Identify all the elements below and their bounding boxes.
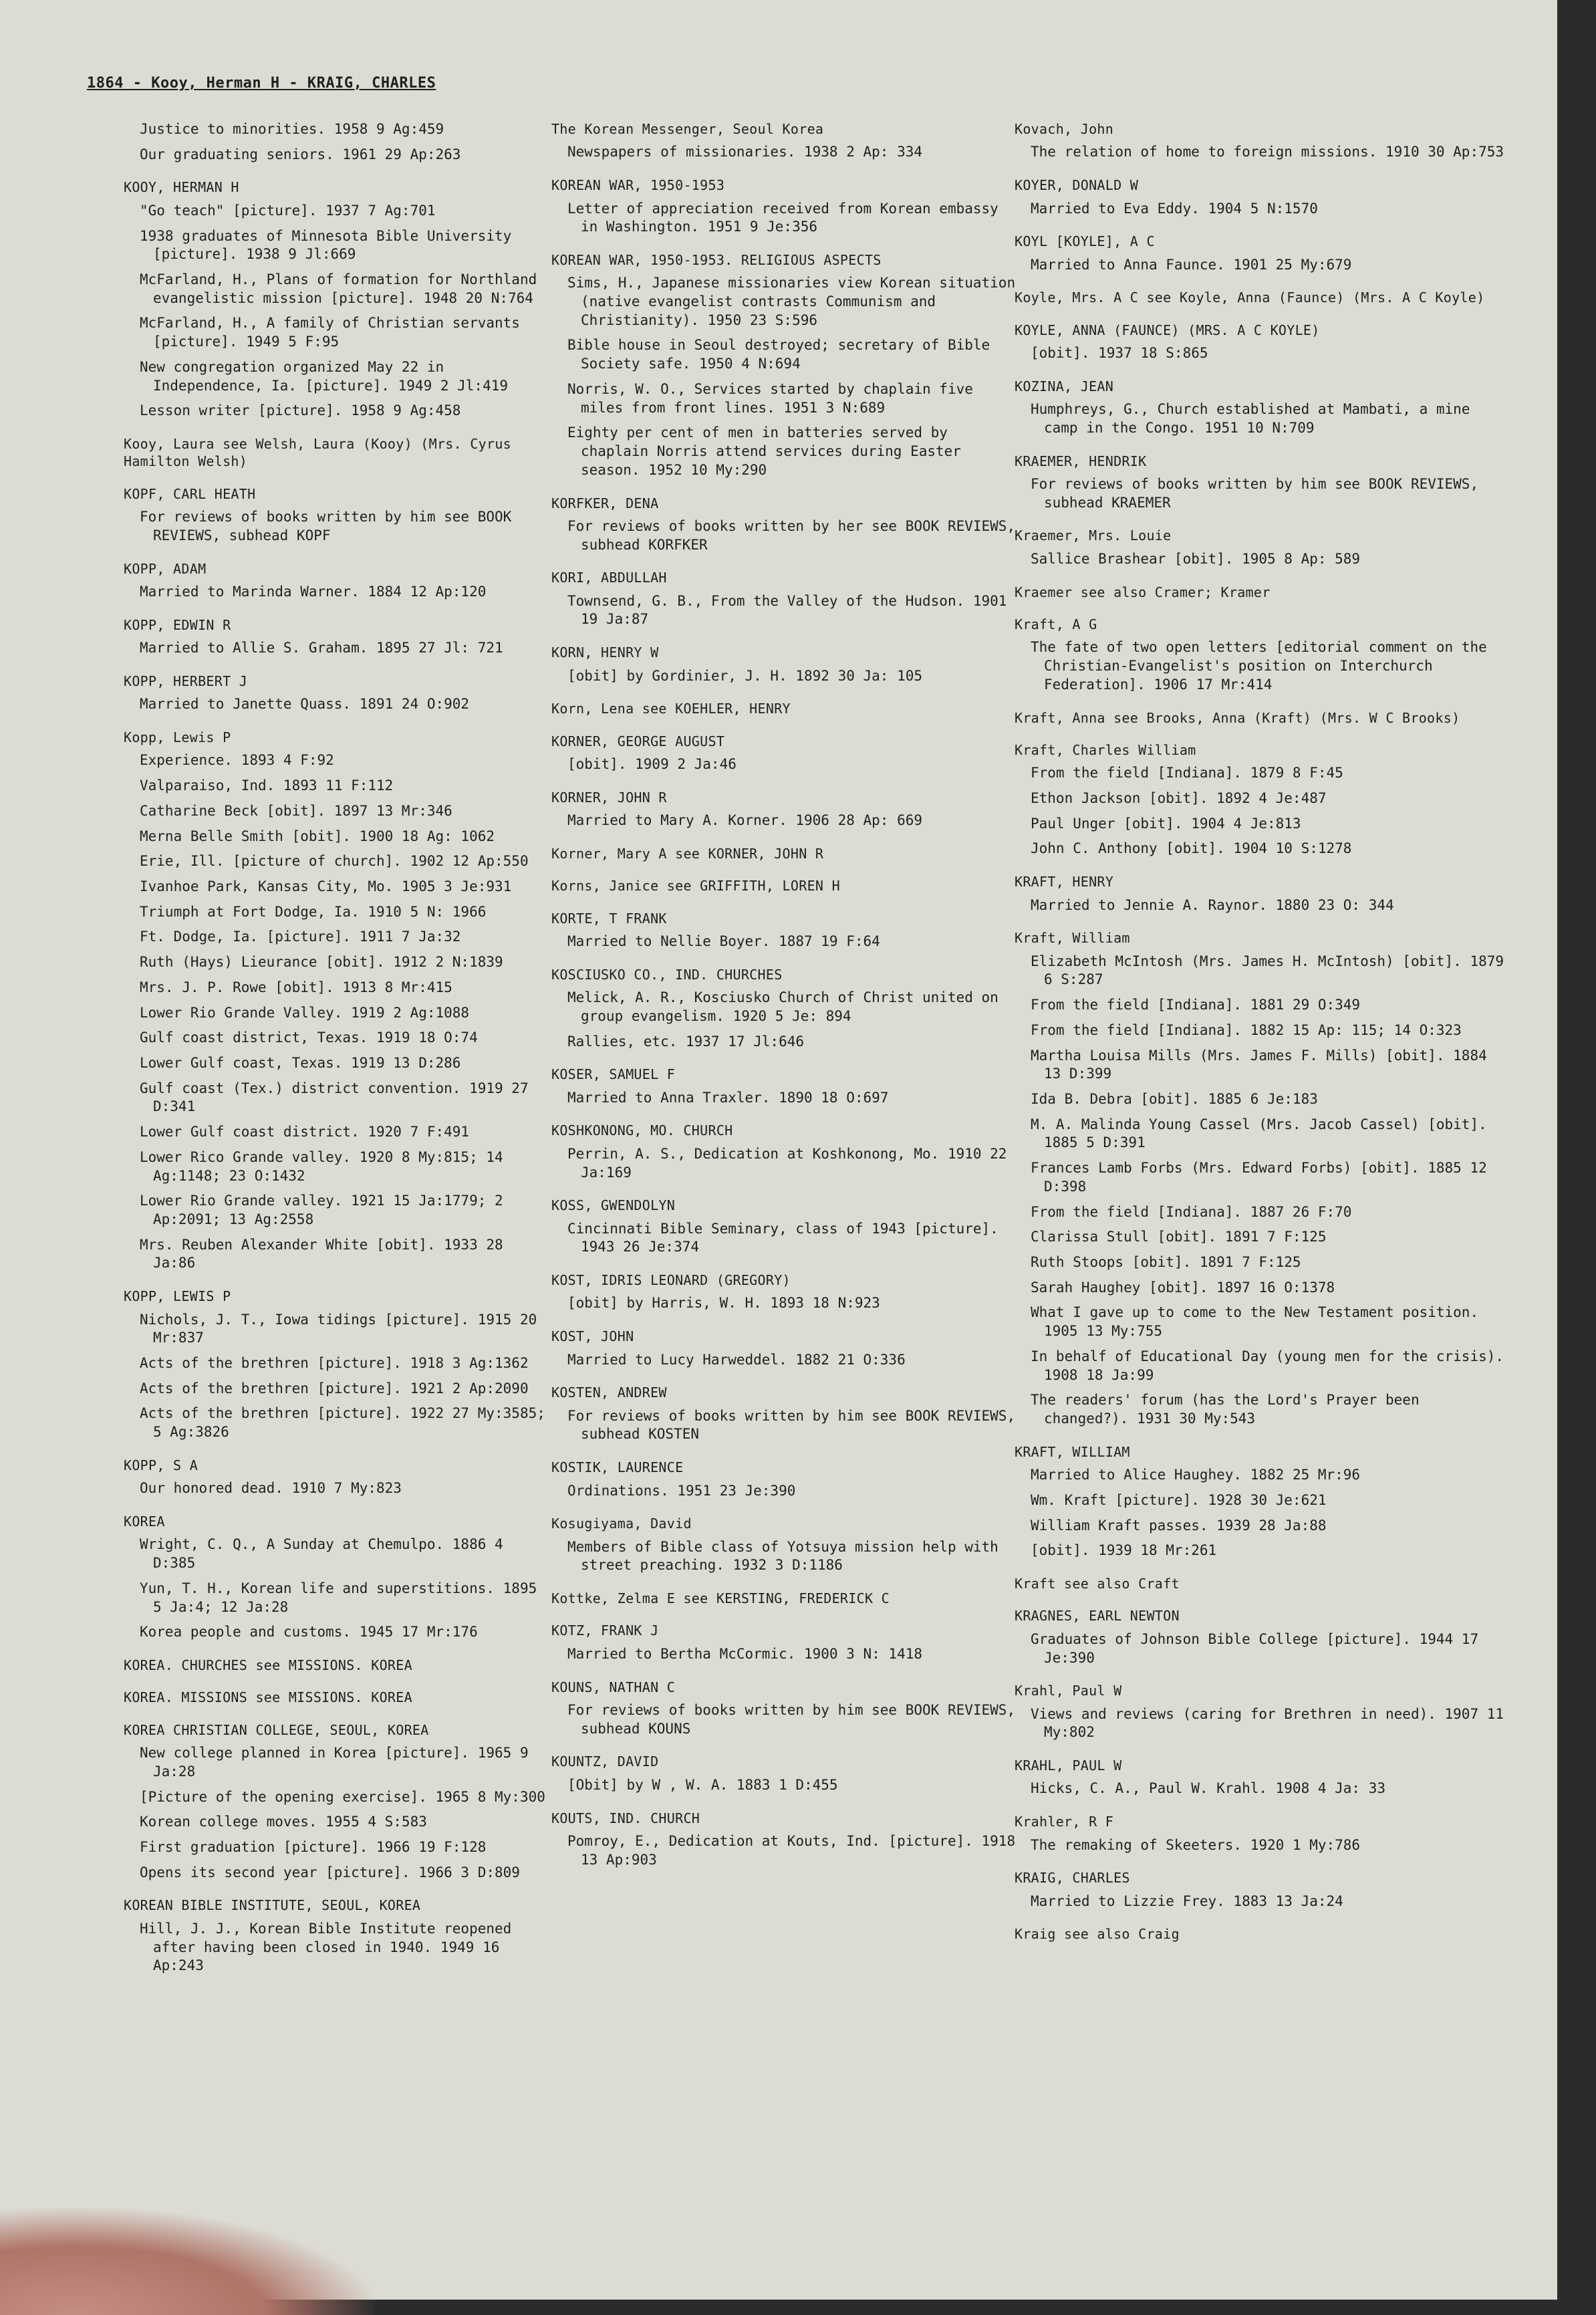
entry-heading: KOYLE, ANNA (FAUNCE) (MRS. A C KOYLE) (1015, 322, 1320, 338)
index-entry (551, 877, 1019, 894)
index-entry (1015, 584, 1509, 601)
index-entry (1015, 453, 1509, 513)
entry-citation: New college planned in Korea [picture]. 1965 9 Ja:28 (140, 1745, 529, 1780)
holding-fingers (0, 2208, 374, 2315)
entry-citation: The remaking of Skeeters. 1920 1 My:786 (1031, 1836, 1361, 1853)
index-entry (124, 673, 551, 714)
entry-citation: Married to Lizzie Frey. 1883 13 Ja:24 (1031, 1893, 1343, 1909)
index-entry (1015, 322, 1509, 363)
entry-citation: Lower Gulf coast, Texas. 1919 13 D:286 (140, 1054, 461, 1071)
index-entry (1015, 1757, 1509, 1798)
entry-citation: [Picture of the opening exercise]. 1965 8 My:300 (140, 1788, 545, 1805)
entry-citation: For reviews of books written by him see BOOK REVIEWS, subhead KRAEMER (1031, 476, 1479, 511)
entry-heading: KOTZ, FRANK J (551, 1622, 659, 1639)
index-entry (124, 729, 551, 1273)
entry-citation: Letter of appreciation received from Korean embassy in Washington. 1951 9 Je:356 (567, 200, 999, 235)
index-entry (551, 1515, 1019, 1575)
entry-citation: Married to Anna Faunce. 1901 25 My:679 (1031, 256, 1352, 273)
index-entry (551, 569, 1019, 629)
index-entry (551, 1197, 1019, 1257)
entry-heading: KOREA CHRISTIAN COLLEGE, SEOUL, KOREA (124, 1721, 429, 1738)
index-entry (1015, 378, 1509, 438)
index-entry (551, 1066, 1019, 1107)
entry-citation: Acts of the brethren [picture]. 1921 2 Ap:2090 (140, 1380, 529, 1396)
entry-citation: Married to Jennie A. Raynor. 1880 23 O: 344 (1031, 896, 1394, 913)
entry-citation: Married to Nellie Boyer. 1887 19 F:64 (567, 933, 880, 950)
entry-citation: Married to Janette Quass. 1891 24 O:902 (140, 696, 470, 713)
index-entry (1015, 929, 1509, 1428)
index-entry (551, 1459, 1019, 1500)
entry-citation: [obit]. 1939 18 Mr:261 (1031, 1542, 1217, 1559)
index-entry (551, 789, 1019, 830)
index-entry (124, 1721, 551, 1882)
entry-citation: Hicks, C. A., Paul W. Krahl. 1908 4 Ja: 33 (1031, 1780, 1386, 1797)
index-entry (124, 1513, 551, 1642)
entry-heading: Koyle, Mrs. A C see Koyle, Anna (Faunce) (Mrs. A C Koyle) (1015, 289, 1485, 306)
entry-citation: Views and reviews (caring for Brethren in need). 1907 11 My:802 (1031, 1705, 1504, 1741)
entry-citation: What I gave up to come to the New Testament position. 1905 13 My:755 (1031, 1304, 1479, 1340)
entry-heading: KOREA (124, 1513, 165, 1530)
entry-citation: Wright, C. Q., A Sunday at Chemulpo. 1886 4 D:385 (140, 1536, 503, 1572)
index-entry (1015, 233, 1509, 274)
entry-heading: KRAFT, WILLIAM (1015, 1443, 1130, 1460)
entry-citation: Lesson writer [picture]. 1958 9 Ag:458 (140, 402, 461, 419)
entry-citation: John C. Anthony [obit]. 1904 10 S:1278 (1031, 840, 1352, 857)
entry-heading: KOREAN WAR, 1950-1953. RELIGIOUS ASPECTS (551, 251, 882, 268)
entry-heading: KRAFT, HENRY (1015, 874, 1114, 890)
index-entry (1015, 709, 1509, 727)
index-entry (124, 1689, 551, 1706)
entry-citation: The readers' forum (has the Lord's Prayer been changed?). 1931 30 My:543 (1031, 1392, 1420, 1427)
entry-citation: Catharine Beck [obit]. 1897 13 Mr:346 (140, 802, 452, 819)
entry-citation: Erie, Ill. [picture of church]. 1902 12 Ap:550 (140, 853, 529, 870)
index-entry (124, 560, 551, 602)
index-entry (1015, 1682, 1509, 1742)
entry-heading: Korns, Janice see GRIFFITH, LOREN H (551, 878, 840, 894)
entry-citation: Ethon Jackson [obit]. 1892 4 Je:487 (1031, 790, 1327, 807)
entry-heading: Kraig see also Craig (1015, 1926, 1180, 1943)
entry-citation: Married to Allie S. Graham. 1895 27 Jl: 721 (140, 640, 503, 656)
entry-heading: The Korean Messenger, Seoul Korea (551, 121, 824, 137)
entry-citation: Ivanhoe Park, Kansas City, Mo. 1905 3 Je:931 (140, 878, 512, 894)
entry-citation: Gulf coast district, Texas. 1919 18 O:74 (140, 1029, 478, 1046)
entry-citation: Eighty per cent of men in batteries served by chaplain Norris attend services during Easter season. 1952 10 My:290 (567, 424, 961, 478)
entry-heading: KOPP, ADAM (124, 560, 207, 577)
index-entry (124, 485, 551, 545)
index-entry (551, 1679, 1019, 1739)
entry-heading: KOOY, HERMAN H (124, 179, 239, 196)
entry-citation: Hill, J. J., Korean Bible Institute reopened after having been closed in 1940. 1949 16 Ap:243 (140, 1920, 512, 1974)
index-entry (551, 1622, 1019, 1663)
entry-citation: From the field [Indiana]. 1879 8 F:45 (1031, 765, 1343, 781)
entry-citation: Korean college moves. 1955 4 S:583 (140, 1814, 427, 1830)
entry-citation: Mrs. J. P. Rowe [obit]. 1913 8 Mr:415 (140, 979, 452, 995)
entry-citation: Married to Bertha McCormic. 1900 3 N: 1418 (567, 1645, 923, 1662)
entry-citation: Paul Unger [obit]. 1904 4 Je:813 (1031, 815, 1301, 832)
entry-citation: Humphreys, G., Church established at Mambati, a mine camp in the Congo. 1951 10 N:709 (1031, 401, 1470, 436)
entry-heading: KOPP, LEWIS P (124, 1288, 231, 1305)
entry-citation: Married to Mary A. Korner. 1906 28 Ap: 669 (567, 812, 923, 829)
entry-citation: Our graduating seniors. 1961 29 Ap:263 (140, 146, 461, 162)
entry-heading: KOREA. MISSIONS see MISSIONS. KOREA (124, 1689, 412, 1706)
entry-citation: For reviews of books written by him see BOOK REVIEWS, subhead KOUNS (567, 1701, 1016, 1737)
column-2 (551, 120, 1019, 1884)
index-entry (551, 1328, 1019, 1369)
entry-citation: Married to Eva Eddy. 1904 5 N:1570 (1031, 200, 1318, 217)
entry-heading: KOPP, HERBERT J (124, 673, 248, 689)
index-entry (1015, 1869, 1509, 1911)
entry-heading: Kraft, A G (1015, 616, 1097, 632)
entry-citation: Perrin, A. S., Dedication at Koshkonong, Mo. 1910 22 Ja:169 (567, 1145, 1007, 1181)
entry-heading: KOPF, CARL HEATH (124, 485, 256, 502)
entry-heading: KOUNS, NATHAN C (551, 1679, 676, 1695)
index-entry (124, 1897, 551, 1975)
entry-citation: Experience. 1893 4 F:92 (140, 752, 334, 769)
index-entry (1015, 176, 1509, 218)
index-entry (124, 178, 551, 420)
entry-citation: Norris, W. O., Services started by chaplain five miles from front lines. 1951 3 N:689 (567, 380, 973, 416)
entry-citation: In behalf of Educational Day (young men for the crisis). 1908 18 Ja:99 (1031, 1348, 1504, 1383)
index-entry (551, 644, 1019, 685)
entry-citation: Sims, H., Japanese missionaries view Korean situation (native evangelist contrasts Communism and Christianity). 1950 23 S:596 (567, 275, 1016, 328)
entry-heading: KOSCIUSKO CO., IND. CHURCHES (551, 966, 783, 983)
entry-heading: Kottke, Zelma E see KERSTING, FREDERICK C (551, 1590, 890, 1607)
entry-heading: Kraft, Charles William (1015, 741, 1196, 758)
entry-citation: McFarland, H., Plans of formation for Northland evangelistic mission [picture]. 1948 20 N:764 (140, 271, 537, 306)
entry-heading: KRAHL, PAUL W (1015, 1757, 1122, 1774)
entry-citation: Ft. Dodge, Ia. [picture]. 1911 7 Ja:32 (140, 929, 461, 945)
entry-citation: [Obit] by W , W. A. 1883 1 D:455 (567, 1776, 838, 1793)
entry-citation: First graduation [picture]. 1966 19 F:128 (140, 1839, 487, 1855)
entry-citation: Melick, A. R., Kosciusko Church of Christ united on group evangelism. 1920 5 Je: 894 (567, 989, 999, 1024)
index-entry (551, 176, 1019, 237)
entry-citation: Justice to minorities. 1958 9 Ag:459 (140, 121, 444, 137)
entry-citation: The relation of home to foreign missions. 1910 30 Ap:753 (1031, 144, 1504, 160)
index-entry (124, 1657, 551, 1674)
entry-citation: Triumph at Fort Dodge, Ia. 1910 5 N: 1966 (140, 903, 487, 920)
index-entry (551, 1384, 1019, 1444)
index-entry (551, 1590, 1019, 1607)
entry-heading: KORFKER, DENA (551, 495, 659, 511)
entry-citation: Ruth Stoops [obit]. 1891 7 F:125 (1031, 1254, 1301, 1271)
entry-heading: KOST, JOHN (551, 1328, 634, 1345)
entry-heading: KORN, HENRY W (551, 644, 659, 661)
index-entry (551, 251, 1019, 480)
entry-citation: Mrs. Reuben Alexander White [obit]. 1933 28 Ja:86 (140, 1236, 503, 1271)
entry-citation: [obit] by Gordinier, J. H. 1892 30 Ja: 105 (567, 667, 923, 684)
entry-heading: Kraft, William (1015, 930, 1130, 947)
entry-heading: KOSTEN, ANDREW (551, 1384, 667, 1401)
entry-citation: Ruth (Hays) Lieurance [obit]. 1912 2 N:1839 (140, 954, 503, 971)
entry-citation: McFarland, H., A family of Christian servants [picture]. 1949 5 F:95 (140, 315, 520, 350)
index-entry (551, 495, 1019, 555)
entry-citation: William Kraft passes. 1939 28 Ja:88 (1031, 1517, 1327, 1534)
index-entry (124, 435, 551, 471)
entry-citation: Nichols, J. T., Iowa tidings [picture]. 1915 20 Mr:837 (140, 1311, 537, 1346)
entry-heading: KOYER, DONALD W (1015, 177, 1139, 194)
entry-citation: Gulf coast (Tex.) district convention. 1919 27 D:341 (140, 1080, 529, 1115)
entry-heading: KORI, ABDULLAH (551, 570, 667, 586)
entry-citation: New congregation organized May 22 in Independence, Ia. [picture]. 1949 2 Jl:419 (140, 358, 509, 394)
entry-citation: Married to Marinda Warner. 1884 12 Ap:120 (140, 584, 487, 600)
index-entry (551, 1753, 1019, 1794)
entry-citation: Korea people and customs. 1945 17 Mr:176 (140, 1624, 478, 1640)
entry-citation: Sallice Brashear [obit]. 1905 8 Ap: 589 (1031, 550, 1361, 567)
entry-heading: KOPP, EDWIN R (124, 616, 231, 633)
index-entry (551, 733, 1019, 774)
entry-citation: Lower Rio Grande valley. 1921 15 Ja:1779; 2 Ap:2091; 13 Ag:2558 (140, 1193, 503, 1227)
entry-citation: Members of Bible class of Yotsuya mission help with street preaching. 1932 3 D:1186 (567, 1538, 999, 1574)
entry-heading: KOSHKONONG, MO. CHURCH (551, 1122, 733, 1139)
entry-heading: Kraemer see also Cramer; Kramer (1015, 584, 1271, 600)
entry-heading: Kopp, Lewis P (124, 729, 231, 745)
entry-citation: M. A. Malinda Young Cassel (Mrs. Jacob Cassel) [obit]. 1885 5 D:391 (1031, 1116, 1487, 1151)
index-entry (551, 966, 1019, 1052)
index-entry (1015, 120, 1509, 162)
entry-citation: For reviews of books written by him see BOOK REVIEWS, subhead KOSTEN (567, 1407, 1016, 1443)
entry-heading: KOREA. CHURCHES see MISSIONS. KOREA (124, 1657, 412, 1673)
entry-citation: "Go teach" [picture]. 1937 7 Ag:701 (140, 202, 436, 219)
entry-citation: Our honored dead. 1910 7 My:823 (140, 1480, 402, 1497)
entry-heading: KOPP, S A (124, 1457, 198, 1473)
index-entry (1015, 527, 1509, 568)
entry-heading: Kovach, John (1015, 121, 1114, 137)
entry-citation: Acts of the brethren [picture]. 1918 3 Ag:1362 (140, 1354, 529, 1371)
index-entry (124, 616, 551, 658)
entry-citation: Elizabeth McIntosh (Mrs. James H. McIntosh) [obit]. 1879 6 S:287 (1031, 953, 1504, 988)
entry-heading: KOSTIK, LAURENCE (551, 1459, 684, 1476)
entry-citation: Valparaiso, Ind. 1893 11 F:112 (140, 777, 394, 794)
index-entry (551, 120, 1019, 162)
entry-heading: KOUTS, IND. CHURCH (551, 1810, 700, 1826)
index-entry (1015, 1607, 1509, 1667)
index-entry (1015, 1925, 1509, 1943)
entry-heading: KRAIG, CHARLES (1015, 1870, 1130, 1886)
entry-heading: KOREAN WAR, 1950-1953 (551, 177, 725, 194)
index-entry (1015, 741, 1509, 858)
index-entry (124, 1288, 551, 1442)
entry-citation: Sarah Haughey [obit]. 1897 16 O:1378 (1031, 1279, 1335, 1296)
entry-heading: KRAGNES, EARL NEWTON (1015, 1608, 1180, 1624)
entry-citation: [obit]. 1909 2 Ja:46 (567, 756, 737, 773)
entry-citation: Yun, T. H., Korean life and superstitions. 1895 5 Ja:4; 12 Ja:28 (140, 1580, 537, 1615)
entry-citation: Ordinations. 1951 23 Je:390 (567, 1482, 796, 1499)
entry-heading: KOREAN BIBLE INSTITUTE, SEOUL, KOREA (124, 1897, 421, 1914)
index-entry (1015, 289, 1509, 306)
entry-citation: Lower Rico Grande valley. 1920 8 My:815; 14 Ag:1148; 23 O:1432 (140, 1148, 503, 1184)
entry-citation: Rallies, etc. 1937 17 Jl:646 (567, 1033, 805, 1050)
entry-heading: Krahl, Paul W (1015, 1683, 1122, 1699)
entry-heading: Krahler, R F (1015, 1814, 1114, 1830)
index-entry (1015, 1813, 1509, 1854)
entry-heading: KOZINA, JEAN (1015, 378, 1114, 394)
index-entry (551, 845, 1019, 862)
entry-citation: Opens its second year [picture]. 1966 3 D:809 (140, 1864, 520, 1880)
entry-heading: KRAEMER, HENDRIK (1015, 453, 1147, 469)
entry-citation: Clarissa Stull [obit]. 1891 7 F:125 (1031, 1229, 1327, 1245)
entry-citation: Ida B. Debra [obit]. 1885 6 Je:183 (1031, 1091, 1318, 1107)
entry-heading: Kraft, Anna see Brooks, Anna (Kraft) (Mrs. W C Brooks) (1015, 709, 1460, 726)
index-entry (1015, 1575, 1509, 1592)
index-entry (551, 1810, 1019, 1870)
entry-citation: Lower Gulf coast district. 1920 7 F:491 (140, 1124, 470, 1140)
entry-citation: Married to Anna Traxler. 1890 18 O:697 (567, 1089, 889, 1106)
entry-citation: Pomroy, E., Dedication at Kouts, Ind. [picture]. 1918 13 Ap:903 (567, 1832, 1016, 1868)
entry-heading: KOYL [KOYLE], A C (1015, 233, 1155, 250)
entry-citation: [obit] by Harris, W. H. 1893 18 N:923 (567, 1295, 880, 1312)
entry-citation: Merna Belle Smith [obit]. 1900 18 Ag: 1062 (140, 828, 495, 844)
entry-heading: Kosugiyama, David (551, 1515, 692, 1532)
entry-citation: From the field [Indiana]. 1887 26 F:70 (1031, 1203, 1352, 1220)
entry-heading: KOSER, SAMUEL F (551, 1066, 676, 1083)
index-entry (1015, 1443, 1509, 1560)
entry-citation: Married to Alice Haughey. 1882 25 Mr:96 (1031, 1467, 1361, 1483)
entry-heading: Kraft see also Craft (1015, 1576, 1180, 1592)
running-header: 1864 - Kooy, Herman H - KRAIG, CHARLES (87, 75, 436, 92)
entry-citation: For reviews of books written by her see BOOK REVIEWS, subhead KORFKER (567, 517, 1016, 553)
entry-heading: KOSS, GWENDOLYN (551, 1197, 676, 1214)
entry-heading: KOST, IDRIS LEONARD (GREGORY) (551, 1272, 791, 1289)
entry-heading: Korner, Mary A see KORNER, JOHN R (551, 845, 824, 862)
entry-citation: Cincinnati Bible Seminary, class of 1943 [picture]. 1943 26 Je:374 (567, 1220, 999, 1255)
entry-heading: KORNER, GEORGE AUGUST (551, 733, 725, 749)
entry-citation: [obit]. 1937 18 S:865 (1031, 345, 1208, 362)
entry-citation: For reviews of books written by him see BOOK REVIEWS, subhead KOPF (140, 509, 512, 543)
entry-citation: Bible house in Seoul destroyed; secretary of Bible Society safe. 1950 4 N:694 (567, 337, 990, 372)
entry-heading: Kraemer, Mrs. Louie (1015, 527, 1172, 544)
entry-citation: The fate of two open letters [editorial comment on the Christian-Evangelist's position on Interchurch Federation]. 1906 17 Mr:414 (1031, 639, 1487, 693)
entry-citation: Martha Louisa Mills (Mrs. James F. Mills) [obit]. 1884 13 D:399 (1031, 1047, 1487, 1082)
entry-citation: Wm. Kraft [picture]. 1928 30 Je:621 (1031, 1491, 1327, 1508)
column-1 (124, 120, 551, 1990)
entry-heading: KOUNTZ, DAVID (551, 1753, 659, 1770)
index-entry (551, 1122, 1019, 1182)
entry-citation: From the field [Indiana]. 1882 15 Ap: 115; 14 O:323 (1031, 1021, 1462, 1038)
entry-heading: KORNER, JOHN R (551, 789, 667, 806)
entry-citation: Married to Lucy Harweddel. 1882 21 O:336 (567, 1351, 906, 1368)
entry-citation: Lower Rio Grande Valley. 1919 2 Ag:1088 (140, 1004, 470, 1021)
entry-citation: From the field [Indiana]. 1881 29 O:349 (1031, 997, 1361, 1013)
index-entry (1015, 873, 1509, 915)
index-entry (124, 120, 551, 164)
entry-citation: Townsend, G. B., From the Valley of the Hudson. 1901 19 Ja:87 (567, 592, 1007, 628)
entry-citation: 1938 graduates of Minnesota Bible University [picture]. 1938 9 Jl:669 (140, 227, 512, 263)
index-entry (124, 1457, 551, 1498)
entry-heading: KORTE, T FRANK (551, 910, 667, 927)
column-3 (1015, 120, 1509, 1958)
index-entry (551, 700, 1019, 717)
entry-heading: Korn, Lena see KOEHLER, HENRY (551, 701, 791, 717)
entry-citation: Graduates of Johnson Bible College [picture]. 1944 17 Je:390 (1031, 1630, 1479, 1666)
index-entry (1015, 616, 1509, 695)
entry-citation: Acts of the brethren [picture]. 1922 27 My:3585; 5 Ag:3826 (140, 1405, 545, 1441)
entry-heading: Kooy, Laura see Welsh, Laura (Kooy) (Mrs. Cyrus Hamilton Welsh) (124, 436, 512, 470)
entry-citation: Newspapers of missionaries. 1938 2 Ap: 334 (567, 144, 923, 160)
index-entry (551, 1271, 1019, 1313)
entry-citation: Frances Lamb Forbs (Mrs. Edward Forbs) [obit]. 1885 12 D:398 (1031, 1160, 1487, 1195)
index-entry (551, 910, 1019, 951)
